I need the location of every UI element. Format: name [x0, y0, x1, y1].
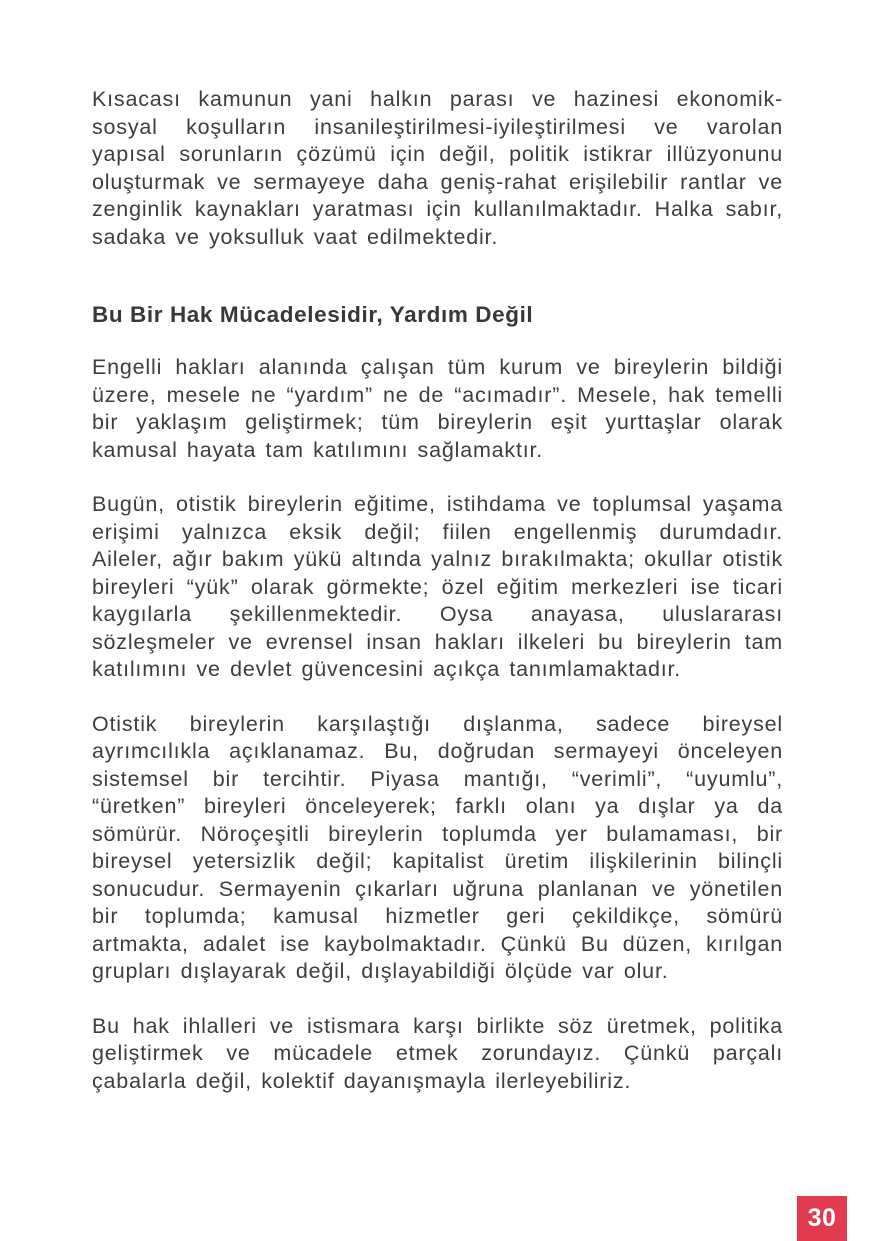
paragraph: Otistik bireylerin karşılaştığı dışlanma, sadece bireysel ayrımcılıkla açıklanamaz. Bu, doğrudan sermayeyi önceleyen sistemsel bir tercihtir. Piyasa mantığı, “verimli”, “uyumlu”, “üretken” bireyleri önceleyerek; farklı olanı ya dışlar ya da sömürür. Nöroçeşitli bireylerin toplumda yer bulamaması, bir bireysel yetersizlik değil; kapitalist üretim ilişkilerinin bilinçli sonucudur. Sermayenin çıkarları uğruna planlanan ve yönetilen bir toplumda; kamusal hizmetler geri çekildikçe, sömürü artmakta, adalet ise kaybolmaktadır. Çünkü Bu düzen, kırılgan grupları dışlayarak değil, dışlayabildiği ölçüde var olur. [92, 711, 783, 983]
paragraph: Engelli hakları alanında çalışan tüm kurum ve bireylerin bildiği üzere, mesele ne “yardım” ne de “acımadır”. Mesele, hak temelli bir yaklaşım geliştirmek; tüm bireylerin eşit yurttaşlar olarak kamusal hayata tam katılımını sağlamaktır. [92, 355, 783, 462]
paragraph: Bu hak ihlalleri ve istismara karşı birlikte söz üretmek, politika geliştirmek ve mücadele etmek zorundayız. Çünkü parçalı çabalarla değil, kolektif dayanışmayla ilerleyebiliriz. [92, 1013, 783, 1093]
page-number: 30 [807, 1204, 837, 1232]
section-heading: Bu Bir Hak Mücadelesidir, Yardım Değil [92, 302, 534, 327]
paragraph: Bugün, otistik bireylerin eğitime, istihdama ve toplumsal yaşama erişimi yalnızca eksik değil; fiilen engellenmiş durumdadır. Aileler, ağır bakım yükü altında yalnız bırakılmakta; okullar otistik bireyleri “yük” olarak görmekte; özel eğitim merkezleri ise ticari kaygılarla şekillenmektedir. Oysa anayasa, uluslararası sözleşmeler ve evrensel insan hakları ilkeleri bu bireylerin tam katılımını ve devlet güvencesini açıkça tanımlamaktadır. [92, 492, 783, 681]
page-number-badge [797, 1196, 847, 1241]
paragraph: Kısacası kamunun yani halkın parası ve hazinesi ekonomik-sosyal koşulların insanileştirilmesi-iyileştirilmesi ve varolan yapısal sorunların çözümü için değil, politik istikrar illüzyonunu oluşturmak ve sermayeye daha geniş-rahat erişilebilir rantlar ve zenginlik kaynakları yaratması için kullanılmaktadır. Halka sabır, sadaka ve yoksulluk vaat edilmektedir. [92, 87, 783, 249]
page-content [92, 86, 783, 1122]
